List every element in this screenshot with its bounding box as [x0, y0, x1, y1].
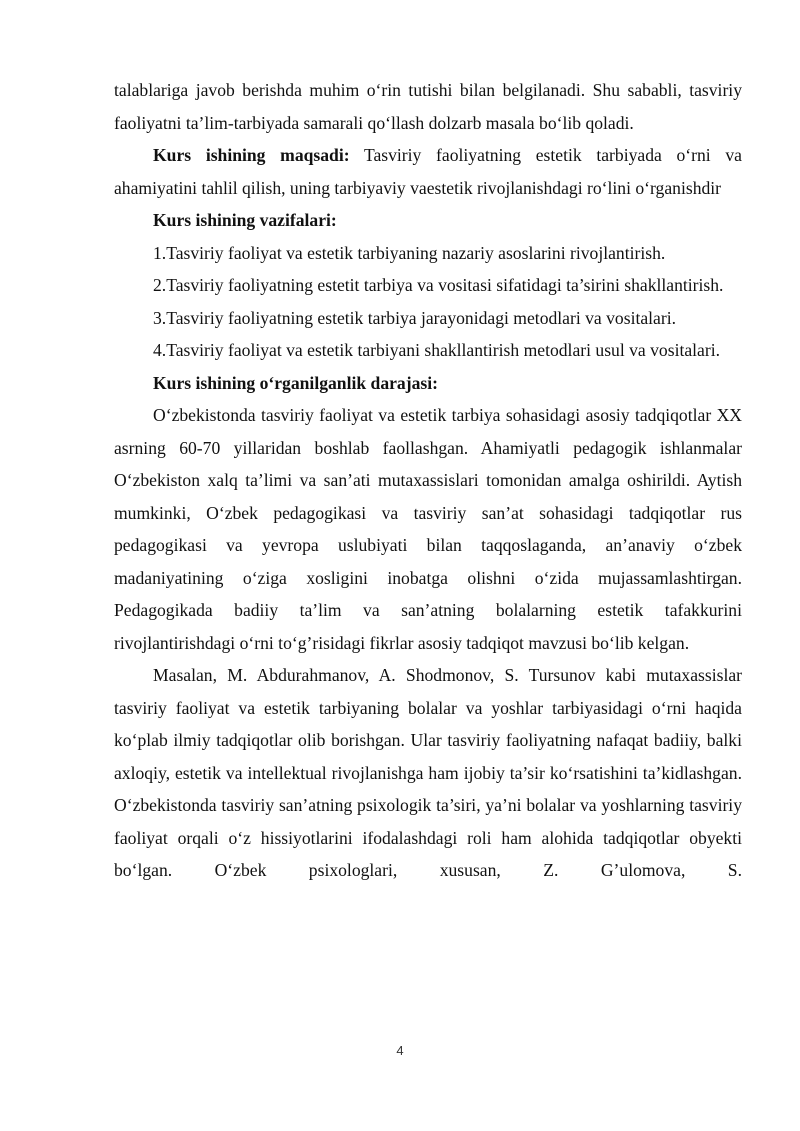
page-body — [114, 74, 742, 887]
tasks-heading: Kurs ishining vazifalari: — [153, 210, 337, 230]
study-paragraph-2: Masalan, M. Abdurahmanov, A. Shodmonov, S. Tursunov kabi mutaxassislar tasviriy faoliyat va estetik tarbiyaning bolalar va yoshlar tarbiyasidagi o‘rni haqida ko‘plab ilmiy tadqiqotlar olib borishgan. Ular tasviriy faoliyatning nafaqat badiiy, balki axloqiy, estetik va intellektual rivojlanishga ham ijobiy ta’sir ko‘rsatishini ta’kidlashgan. O‘zbekistonda tasviriy san’atning psixologik ta’siri, ya’ni bolalar va yoshlarning tasviriy faoliyat orqali o‘z hissiyotlarini ifodalashdagi roli ham alohida tadqiqotlar obyekti bo‘lgan. O‘zbek psixologlari, xususan, Z. G’ulomova, S. — [114, 665, 742, 880]
task-item-2: 2.Tasviriy faoliyatning estetit tarbiya va vositasi sifatidagi ta’sirini shakllantirish. — [153, 275, 724, 295]
task-item-3: 3.Tasviriy faoliyatning estetik tarbiya jarayonidagi metodlari va vositalari. — [153, 307, 677, 328]
goal-text: Tasviriy faoliyatning estetik tarbiyada o‘rni va ahamiyatini tahlil qilish, uning tarbiyaviy vaestetik rivojlanishdagi ro‘lini o‘rganishdir — [114, 145, 742, 198]
study-heading: Kurs ishining o‘rganilganlik darajasi: — [153, 372, 438, 393]
goal-heading: Kurs ishining maqsadi: — [153, 145, 350, 165]
study-paragraph-1: O‘zbekistonda tasviriy faoliyat va estetik tarbiya sohasidagi asosiy tadqiqotlar XX asrning 60-70 yillaridan boshlab faollashgan. Ahamiyatli pedagogik ishlanmalar O‘zbekiston xalq ta’limi va san’ati mutaxassislari tomonidan amalga oshirildi. Aytish mumkinki, O‘zbek pedagogikasi va tasviriy san’at sohasidagi tadqiqotlar rus pedagogikasi va yevropa uslubiyati bilan taqqoslaganda, an’anaviy o‘zbek madaniyatining o‘ziga xosligini inobatga olishni o‘zida mujassamlashtirgan. Pedagogikada badiiy ta’lim va san’atning bolalarning estetik tafakkurini rivojlantirishdagi o‘rni to‘g’risidagi fikrlar asosiy tadqiqot mavzusi bo‘lib kelgan. — [114, 405, 742, 653]
page-number: 4 — [396, 1043, 404, 1058]
task-item-4: 4.Tasviriy faoliyat va estetik tarbiyani shakllantirish metodlari usul va vositalari. — [153, 340, 721, 360]
goal-paragraph — [114, 139, 742, 204]
intro-paragraph: talablariga javob berishda muhim o‘rin tutishi bilan belgilanadi. Shu sababli, tasviriy faoliyatni ta’lim-tarbiyada samarali qo‘llash dolzarb masala bo‘lib qoladi. — [114, 80, 742, 133]
task-item-1: 1.Tasviriy faoliyat va estetik tarbiyaning nazariy asoslarini rivojlantirish. — [153, 242, 666, 263]
